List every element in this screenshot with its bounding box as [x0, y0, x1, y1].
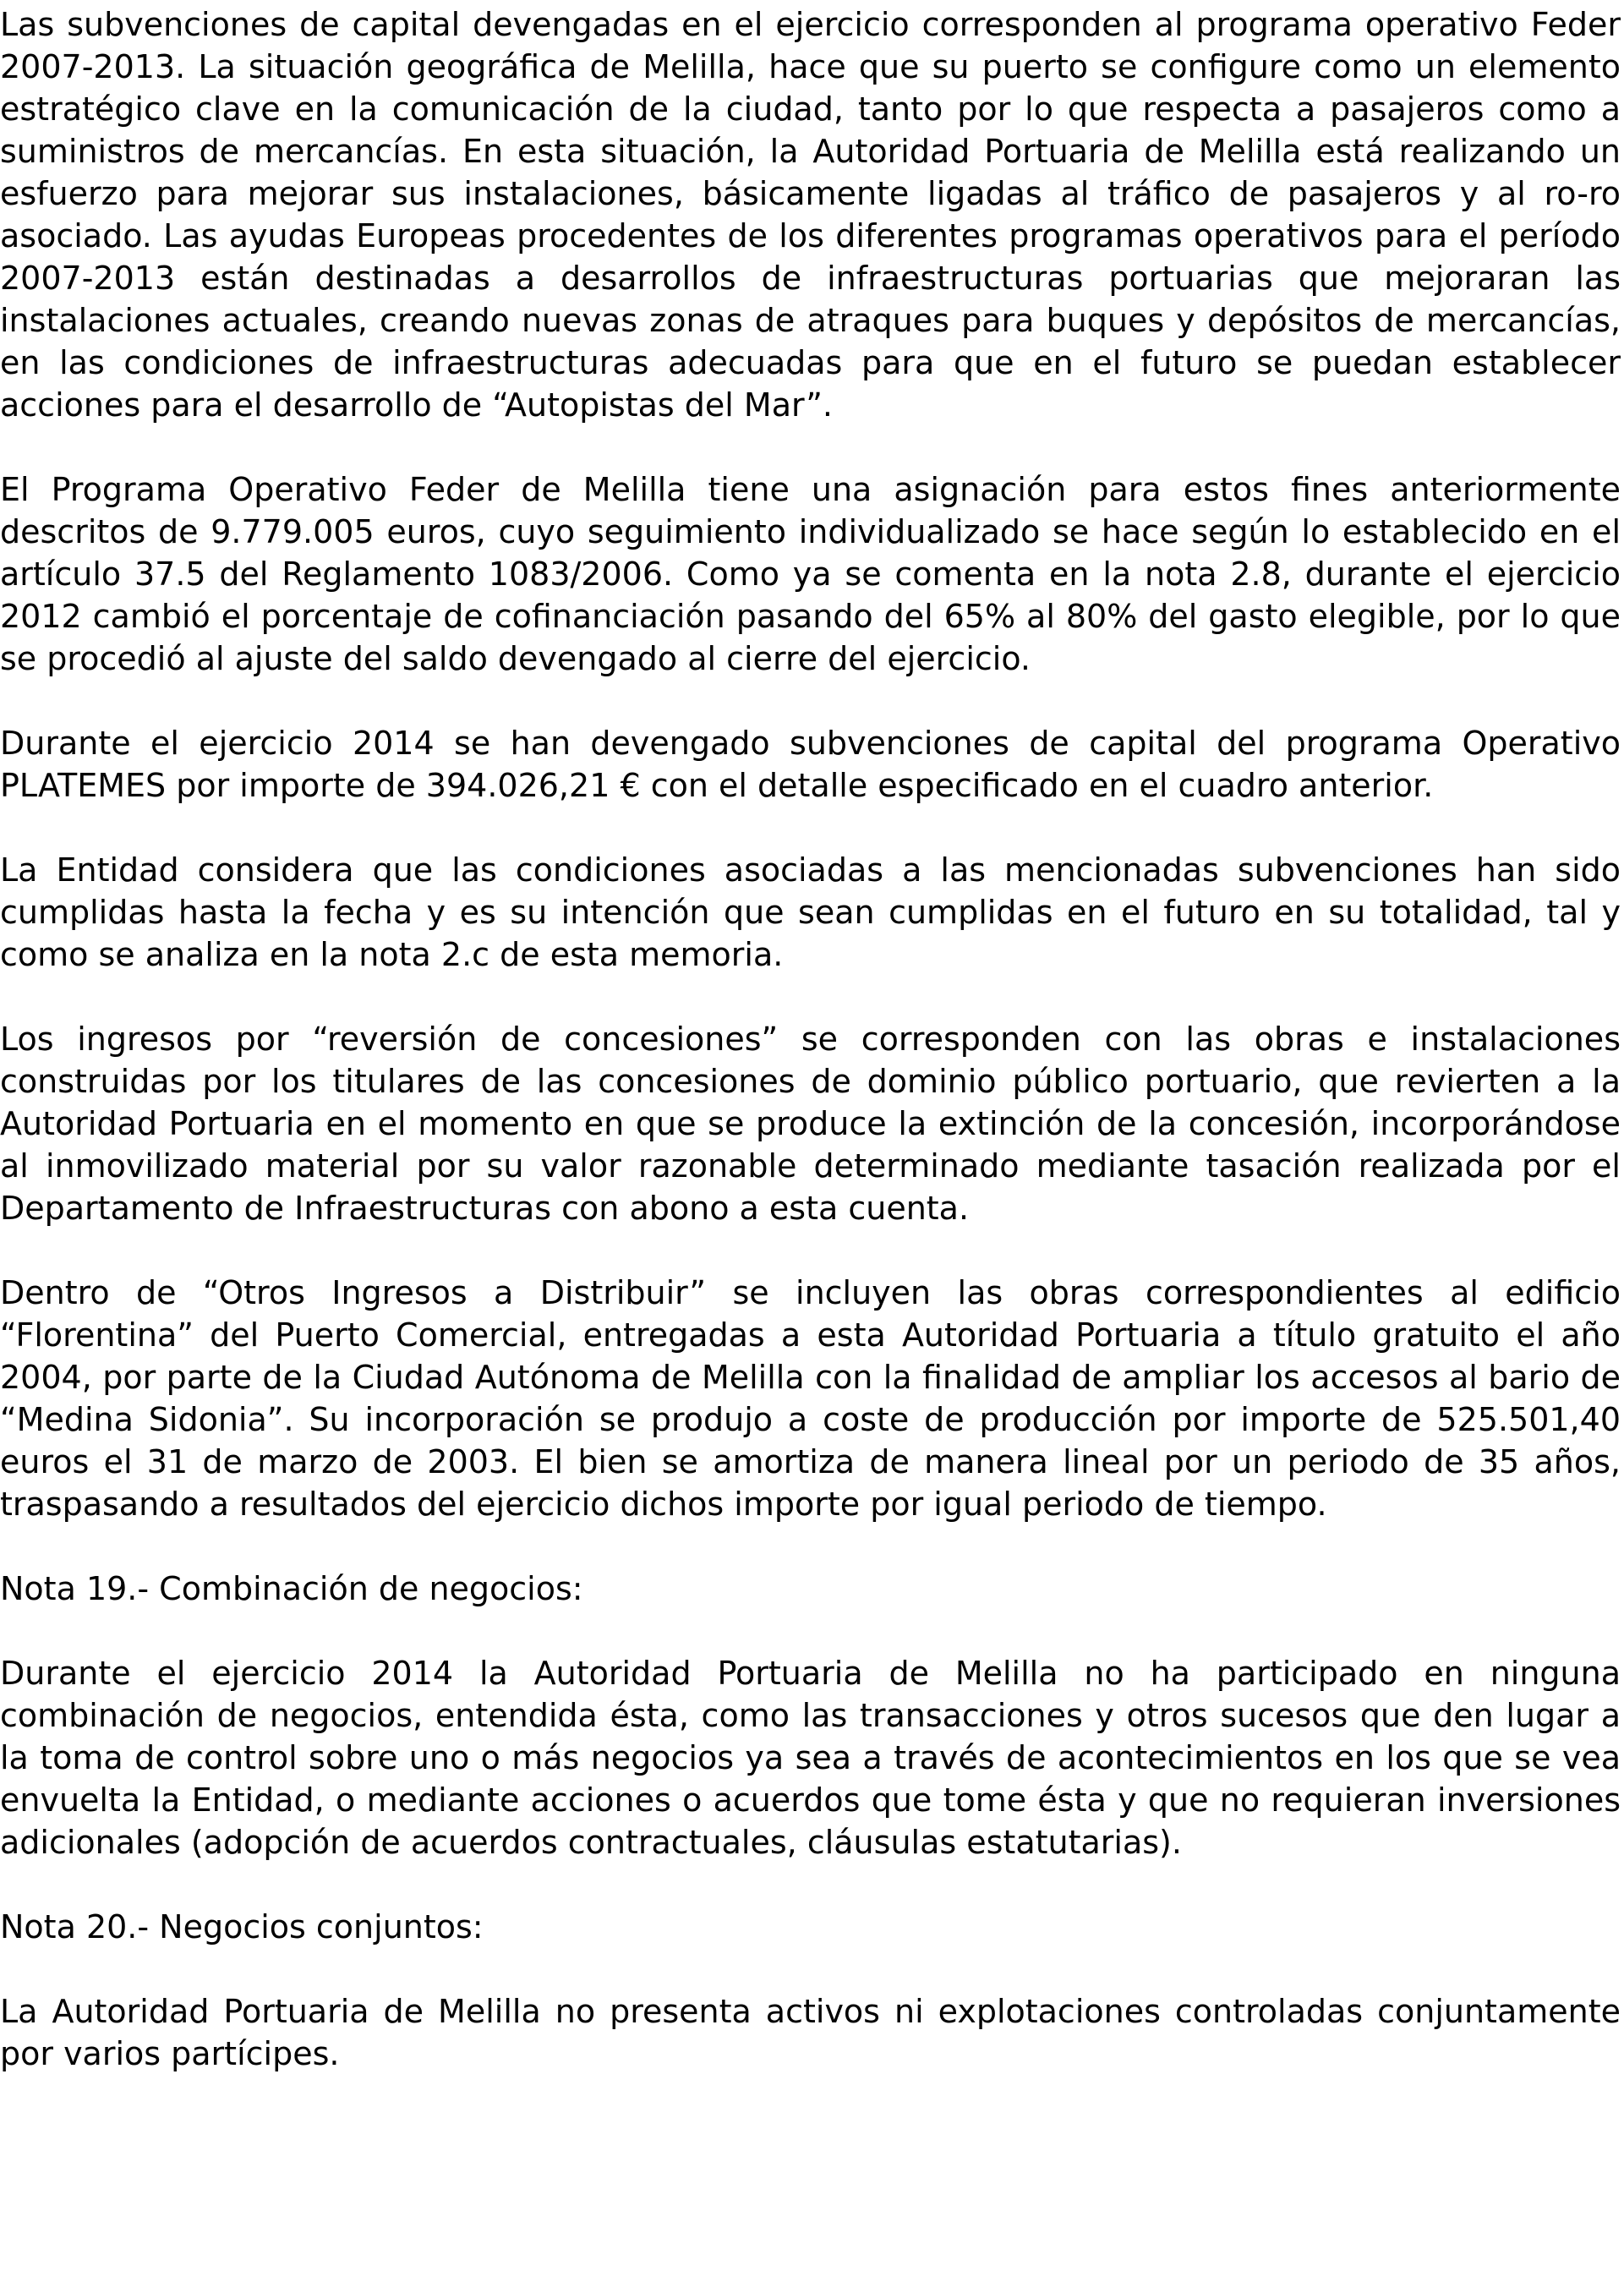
- paragraph-platemes: Durante el ejercicio 2014 se han devengado subvenciones de capital del programa Operativo PLATEMES por importe de 394.026,21 € con el detalle especificado en el cuadro anterior.: [0, 725, 1621, 804]
- paragraph-reversion-concesiones: Los ingresos por “reversión de concesiones” se corresponden con las obras e instalaciones construidas por los titulares de las concesiones de dominio público portuario, que revierten a la Autoridad Portuaria en el momento en que se produce la extinción de la concesión, incorporándose al inmovilizado material por su valor razonable determinado mediante tasación realizada por el Departamento de Infraestructuras con abono a esta cuenta.: [0, 1021, 1621, 1227]
- nota-20-body: La Autoridad Portuaria de Melilla no presenta activos ni explotaciones controladas conjuntamente por varios partícipes.: [0, 1993, 1621, 2072]
- paragraph-programa-feder: El Programa Operativo Feder de Melilla tiene una asignación para estos fines anteriormente descritos de 9.779.005 euros, cuyo seguimiento individualizado se hace según lo establecido en el artículo 37.5 del Reglamento 1083/2006. Como ya se comenta en la nota 2.8, durante el ejercicio 2012 cambió el porcentaje de cofinanciación pasando del 65% al 80% del gasto elegible, por lo que se procedió al ajuste del saldo devengado al cierre del ejercicio.: [0, 471, 1621, 677]
- paragraph-otros-ingresos: Dentro de “Otros Ingresos a Distribuir” se incluyen las obras correspondientes al edificio “Florentina” del Puerto Comercial, entregadas a esta Autoridad Portuaria a título gratuito el año 2004, por parte de la Ciudad Autónoma de Melilla con la finalidad de ampliar los accesos al bario de “Medina Sidonia”. Su incorporación se produjo a coste de producción por importe de 525.501,40 euros el 31 de marzo de 2003. El bien se amortiza de manera lineal por un periodo de 35 años, traspasando a resultados del ejercicio dichos importe por igual periodo de tiempo.: [0, 1274, 1621, 1523]
- nota-20-heading: Nota 20.- Negocios conjuntos:: [0, 1908, 484, 1945]
- paragraph-subvenciones-capital: Las subvenciones de capital devengadas en el ejercicio corresponden al programa operativo Feder 2007-2013. La situación geográfica de Melilla, hace que su puerto se configure como un elemento estratégico clave en la comunicación de la ciudad, tanto por lo que respecta a pasajeros como a suministros de mercancías. En esta situación, la Autoridad Portuaria de Melilla está realizando un esfuerzo para mejorar sus instalaciones, básicamente ligadas al tráfico de pasajeros y al ro-ro asociado. Las ayudas Europeas procedentes de los diferentes programas operativos para el período 2007-2013 están destinadas a desarrollos de infraestructuras portuarias que mejoraran las instalaciones actuales, creando nuevas zonas de atraques para buques y depósitos de mercancías, en las condiciones de infraestructuras adecuadas para que en el futuro se puedan establecer acciones para el desarrollo de “Autopistas del Mar”.: [0, 6, 1621, 424]
- nota-19-heading: Nota 19.- Combinación de negocios:: [0, 1570, 583, 1607]
- nota-19-body: Durante el ejercicio 2014 la Autoridad Portuaria de Melilla no ha participado en ninguna combinación de negocios, entendida ésta, como las transacciones y otros sucesos que den lugar a la toma de control sobre uno o más negocios ya sea a través de acontecimientos en los que se vea envuelta la Entidad, o mediante acciones o acuerdos que tome ésta y que no requieran inversiones adicionales (adopción de acuerdos contractuales, cláusulas estatutarias).: [0, 1655, 1621, 1861]
- paragraph-condiciones: La Entidad considera que las condiciones asociadas a las mencionadas subvenciones han sido cumplidas hasta la fecha y es su intención que sean cumplidas en el futuro en su totalidad, tal y como se analiza en la nota 2.c de esta memoria.: [0, 851, 1621, 973]
